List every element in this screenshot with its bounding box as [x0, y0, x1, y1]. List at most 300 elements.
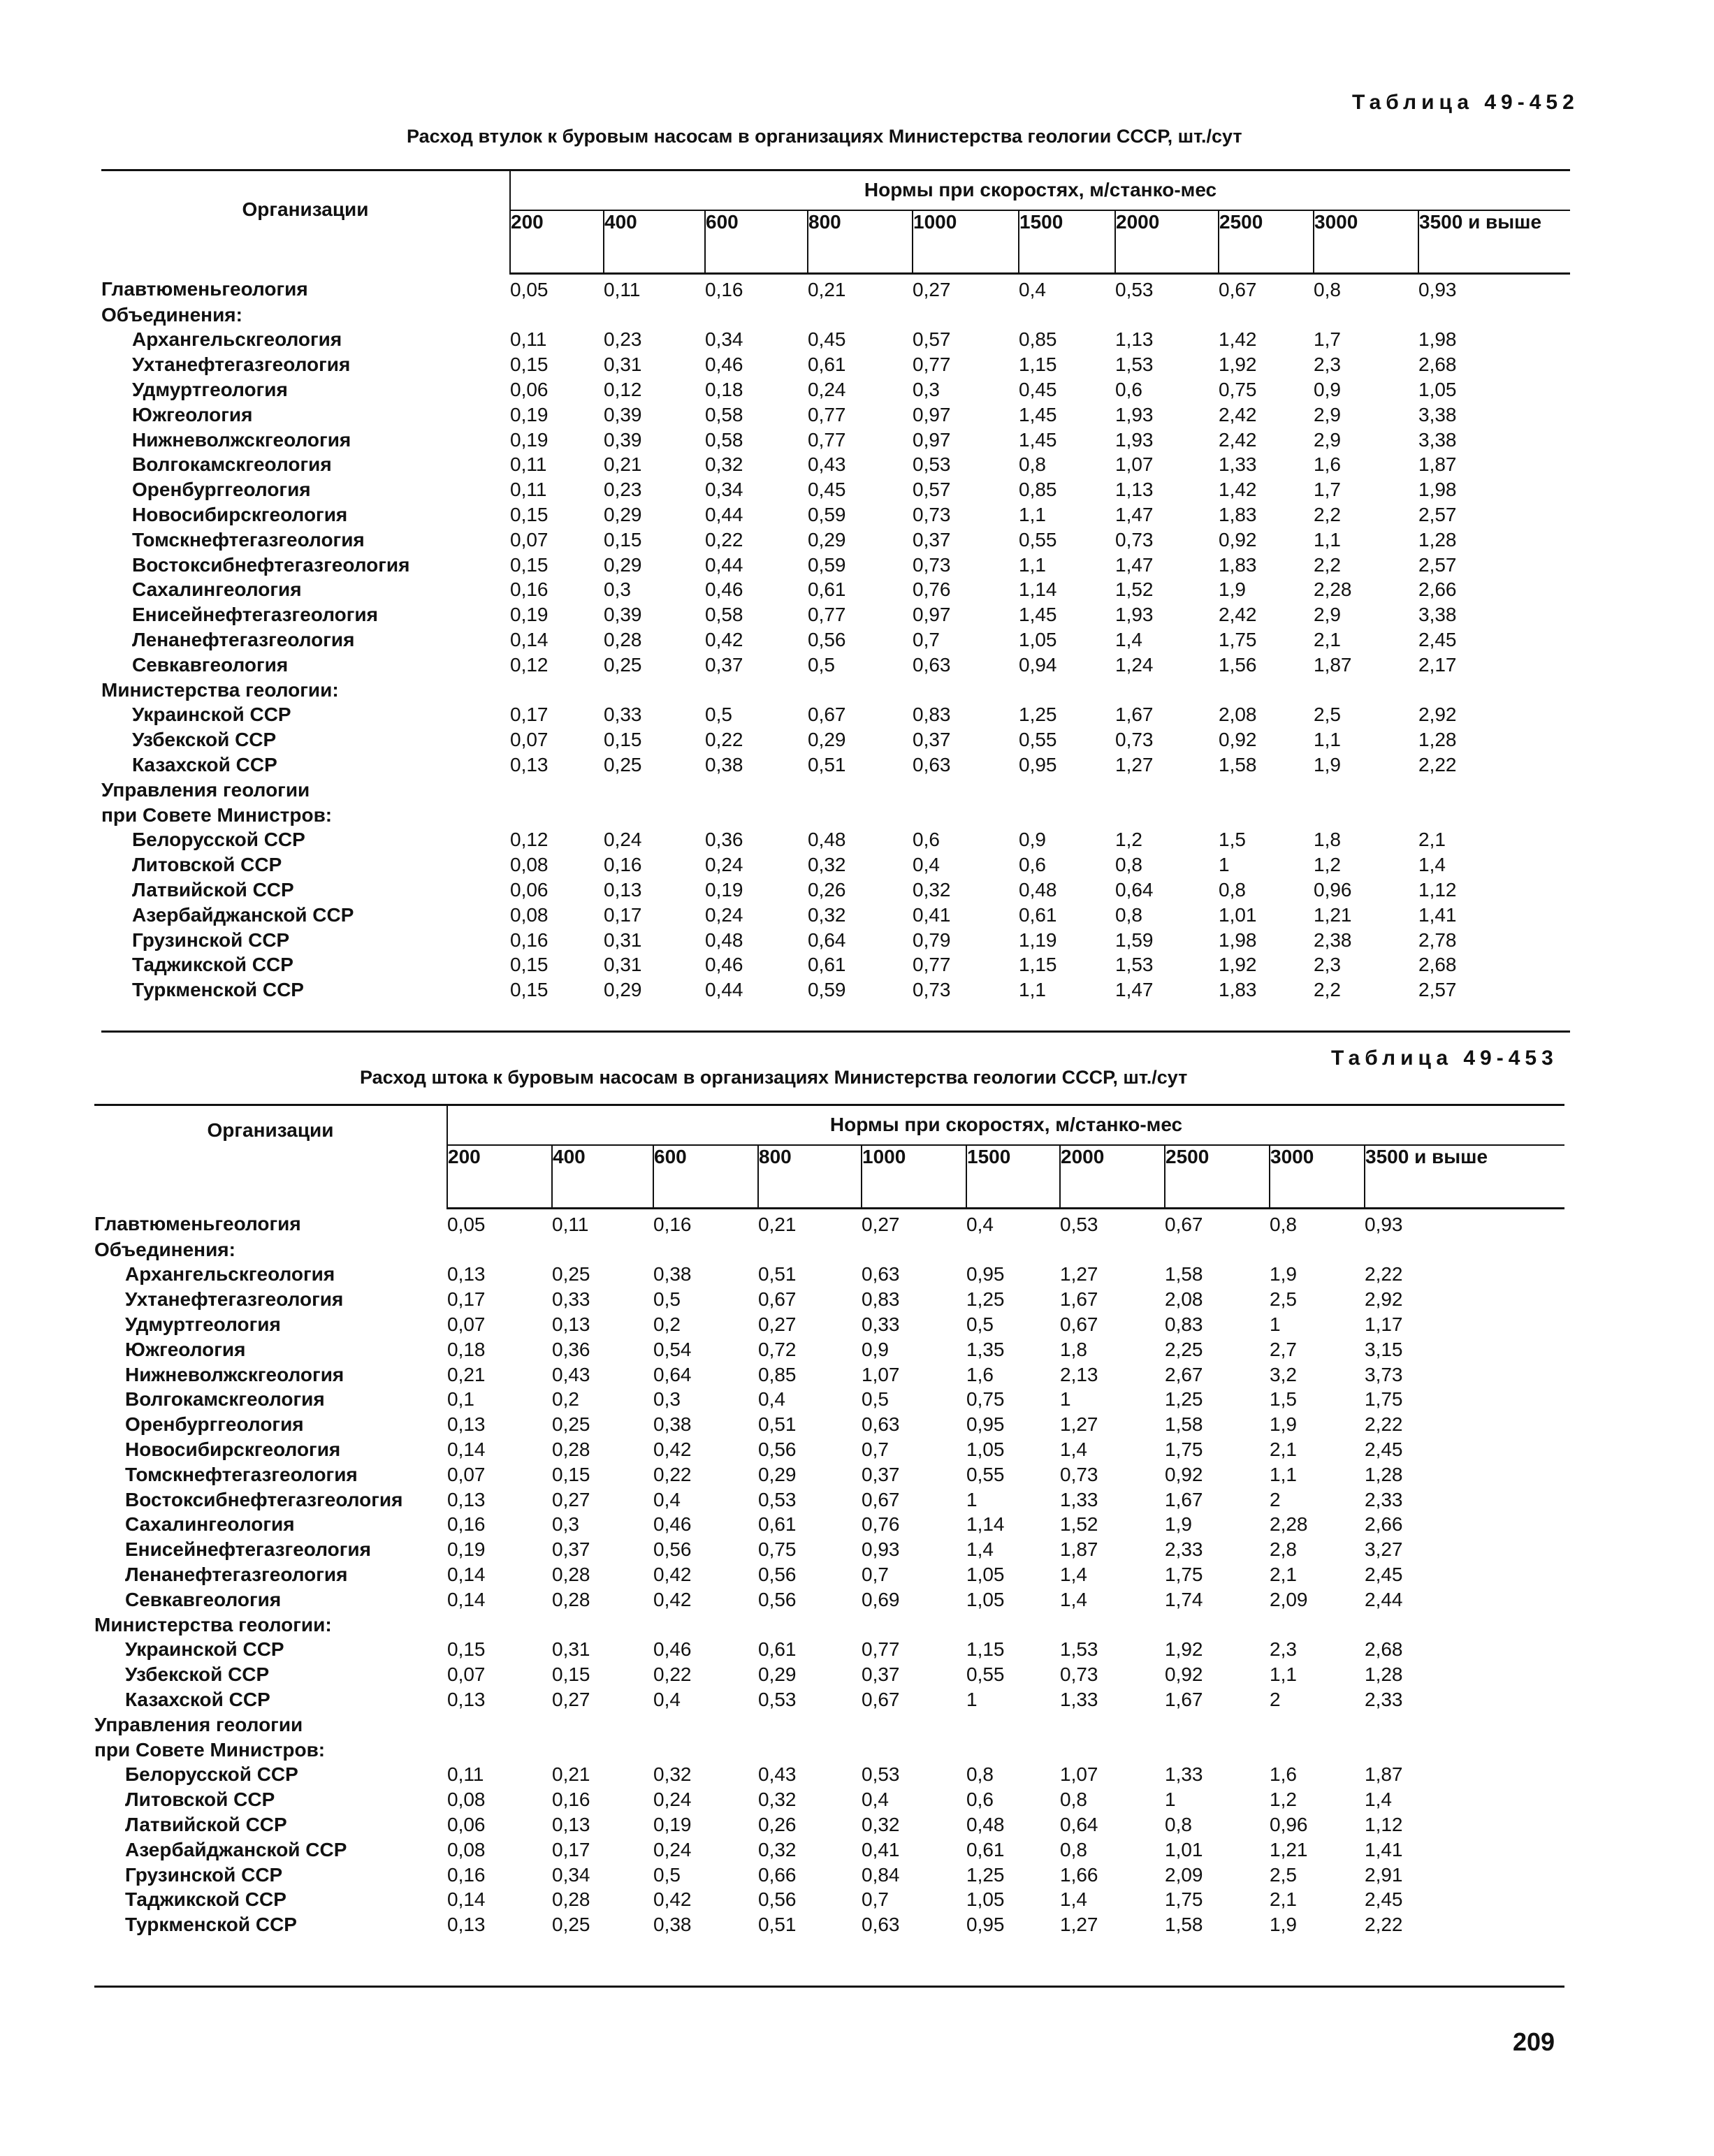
table2-body	[94, 1209, 1564, 1938]
norm-value: 0,94	[1019, 653, 1057, 676]
norm-value: 0,25	[552, 1914, 590, 1936]
norm-value: 1	[1060, 1388, 1071, 1411]
norm-value: 1,33	[1060, 1689, 1098, 1711]
norm-value: 1,58	[1165, 1914, 1203, 1936]
norm-value: 2,9	[1314, 604, 1341, 626]
norm-value: 0,19	[653, 1814, 692, 1836]
norm-value: 0,85	[1019, 479, 1057, 501]
norm-value: 1,56	[1219, 653, 1257, 676]
organization-name: Удмуртгеология	[132, 379, 288, 401]
norm-value: 1,8	[1314, 829, 1341, 851]
norm-value: 0,93	[1365, 1213, 1403, 1235]
norm-value: 0,07	[447, 1313, 486, 1336]
norm-value: 0,31	[604, 354, 642, 376]
norm-value: 2,66	[1418, 578, 1457, 601]
norm-value: 0,45	[808, 479, 846, 501]
norm-value: 0,5	[862, 1388, 889, 1411]
norm-value: 0,13	[552, 1814, 590, 1836]
norm-value	[1115, 678, 1219, 703]
norm-value: 0,96	[1270, 1814, 1308, 1836]
speed-header: 1500	[966, 1145, 1060, 1209]
table-row	[94, 1687, 1564, 1712]
table-row	[101, 928, 1570, 953]
table1-body	[101, 274, 1570, 1003]
norm-value: 0,56	[653, 1538, 692, 1561]
norm-value	[1270, 1712, 1365, 1738]
norm-value: 1,2	[1314, 854, 1341, 876]
organization-name: Волгокамскгеология	[125, 1388, 325, 1411]
norm-value: 2,5	[1270, 1863, 1297, 1886]
norm-value	[447, 1712, 552, 1738]
norm-value: 1,87	[1060, 1538, 1098, 1561]
table-row	[94, 1362, 1564, 1387]
norm-value: 0,16	[447, 1863, 486, 1886]
norm-value: 0,93	[1418, 278, 1457, 300]
norm-value: 0,55	[966, 1463, 1005, 1485]
norm-value: 0,17	[447, 1288, 486, 1311]
norm-value: 1,41	[1365, 1838, 1403, 1860]
norm-value: 0,36	[705, 829, 743, 851]
norm-value: 1,87	[1314, 653, 1352, 676]
norm-value: 0,66	[758, 1863, 797, 1886]
norm-value: 1	[1165, 1789, 1176, 1811]
table-row	[94, 1763, 1564, 1788]
norm-value: 2,9	[1314, 428, 1341, 451]
table-row	[94, 1863, 1564, 1888]
norm-value: 2,08	[1165, 1288, 1203, 1311]
norm-value: 0,51	[808, 754, 846, 776]
organization-name: Сахалингеология	[125, 1513, 295, 1536]
table-row	[94, 1412, 1564, 1437]
norm-value: 0,32	[808, 854, 846, 876]
norm-value: 0,28	[552, 1564, 590, 1586]
norm-value	[552, 1738, 653, 1763]
norm-value: 2	[1270, 1488, 1281, 1510]
norm-value: 1,59	[1115, 928, 1154, 951]
organization-name: Севкавгеология	[132, 653, 289, 676]
norm-value: 0,59	[808, 979, 846, 1001]
norm-value: 0,07	[447, 1463, 486, 1485]
norm-value: 0,19	[447, 1538, 486, 1561]
table-row	[101, 852, 1570, 877]
norm-value: 0,8	[1060, 1789, 1087, 1811]
norm-value: 0,33	[604, 704, 642, 726]
norm-value: 0,6	[913, 829, 940, 851]
norm-value: 0,32	[758, 1838, 797, 1860]
norm-value: 1,4	[1060, 1588, 1087, 1610]
table1-bottom-rule	[101, 1030, 1570, 1033]
table-row	[101, 803, 1570, 828]
norm-value: 1,47	[1115, 979, 1154, 1001]
norm-value: 0,42	[653, 1438, 692, 1461]
norm-value: 0,8	[1115, 854, 1142, 876]
norm-value: 0,19	[510, 428, 549, 451]
table-row	[101, 703, 1570, 728]
norm-value: 2,3	[1270, 1638, 1297, 1661]
norm-value: 0,15	[604, 729, 642, 751]
norm-value: 0,4	[653, 1689, 681, 1711]
norm-value: 1,14	[966, 1513, 1005, 1536]
organization-name: Южгеология	[125, 1338, 246, 1360]
norm-value: 0,28	[604, 629, 642, 651]
norm-value: 0,19	[705, 879, 743, 901]
norm-value: 2,28	[1270, 1513, 1308, 1536]
norm-value: 2,68	[1418, 954, 1457, 976]
norm-value: 3,27	[1365, 1538, 1403, 1561]
norm-value: 0,63	[913, 653, 951, 676]
norm-value: 0,05	[447, 1213, 486, 1235]
norm-value: 0,28	[552, 1438, 590, 1461]
norm-value: 0,8	[1060, 1838, 1087, 1860]
norm-value: 1,4	[1060, 1888, 1087, 1911]
norm-value: 0,44	[705, 504, 743, 526]
norm-value: 0,33	[862, 1313, 900, 1336]
norm-value: 1,25	[1165, 1388, 1203, 1411]
norm-value: 2,92	[1365, 1288, 1403, 1311]
norm-value: 0,11	[510, 479, 547, 501]
norm-value: 0,45	[808, 328, 846, 351]
norm-value: 0,29	[604, 504, 642, 526]
norm-value	[604, 303, 705, 328]
norm-value: 0,07	[510, 528, 549, 551]
table-row	[94, 1738, 1564, 1763]
norm-value	[1219, 803, 1314, 828]
norm-value: 1,7	[1314, 328, 1341, 351]
norm-value	[1418, 803, 1570, 828]
norm-value: 0,5	[966, 1313, 994, 1336]
speed-header: 400	[604, 210, 705, 274]
norm-value: 0,31	[604, 954, 642, 976]
norm-value: 0,17	[604, 903, 642, 926]
table-row	[101, 352, 1570, 377]
norm-value: 0,42	[653, 1888, 692, 1911]
organization-name: Узбекской ССР	[132, 729, 277, 751]
norm-value: 0,4	[862, 1789, 889, 1811]
norm-value: 0,22	[653, 1463, 692, 1485]
norm-value: 1	[1219, 854, 1230, 876]
norm-value	[705, 778, 808, 803]
norm-value: 1,75	[1165, 1438, 1203, 1461]
norm-value: 0,73	[913, 553, 951, 576]
organization-name: при Совете Министров:	[101, 803, 333, 826]
table-row	[101, 828, 1570, 853]
norm-value	[913, 803, 1019, 828]
norm-value: 1,05	[1019, 629, 1057, 651]
norm-value: 0,22	[705, 528, 743, 551]
norm-value: 2,2	[1314, 504, 1341, 526]
norm-value: 0,08	[510, 854, 549, 876]
norm-value: 1,75	[1219, 629, 1257, 651]
norm-value: 0,3	[604, 578, 631, 601]
organization-name: Министерства геологии:	[101, 678, 339, 701]
norm-value: 1,45	[1019, 604, 1057, 626]
norm-value: 1,27	[1060, 1413, 1098, 1436]
table-row	[101, 428, 1570, 453]
norm-value: 1,1	[1019, 504, 1046, 526]
norm-value: 3,38	[1418, 604, 1457, 626]
table-row	[94, 1262, 1564, 1288]
norm-value: 1,93	[1115, 403, 1154, 425]
norm-value: 1,28	[1418, 528, 1457, 551]
norm-value	[705, 303, 808, 328]
norm-value: 0,95	[1019, 754, 1057, 776]
norm-value: 0,48	[966, 1814, 1005, 1836]
norm-value: 0,37	[552, 1538, 590, 1561]
organization-name: Ленанефтегазгеология	[132, 629, 355, 651]
norm-value	[913, 778, 1019, 803]
norm-value: 0,93	[862, 1538, 900, 1561]
organization-name: Управления геологии	[101, 778, 310, 801]
organization-name: Новосибирскгеология	[132, 504, 348, 526]
norm-value: 0,67	[862, 1689, 900, 1711]
organization-name: Ухтанефтегазгеология	[125, 1288, 344, 1311]
norm-value: 0,4	[1019, 278, 1046, 300]
norm-value: 0,13	[447, 1413, 486, 1436]
norm-value: 0,06	[510, 379, 549, 401]
norm-value: 0,26	[808, 879, 846, 901]
norm-value: 0,06	[510, 879, 549, 901]
norm-value: 0,31	[552, 1638, 590, 1661]
norm-value: 0,25	[604, 653, 642, 676]
speed-header: 800	[758, 1145, 862, 1209]
norm-value: 1,5	[1270, 1388, 1297, 1411]
norm-value	[1314, 803, 1418, 828]
norm-value: 0,14	[447, 1564, 486, 1586]
norm-value: 2,67	[1165, 1363, 1203, 1385]
norm-value: 0,16	[510, 578, 549, 601]
norm-value: 0,29	[604, 553, 642, 576]
norm-value: 0,56	[758, 1564, 797, 1586]
norm-value: 0,67	[758, 1288, 797, 1311]
norm-value: 0,6	[966, 1789, 994, 1811]
organization-name: Узбекской ССР	[125, 1663, 270, 1686]
organization-name: Казахской ССР	[125, 1689, 270, 1711]
table-row	[101, 602, 1570, 627]
norm-value: 0,72	[758, 1338, 797, 1360]
norm-value: 0,7	[862, 1564, 889, 1586]
norm-value: 0,32	[808, 903, 846, 926]
norm-value: 1,42	[1219, 479, 1257, 501]
norm-value: 0,59	[808, 553, 846, 576]
table-row	[101, 903, 1570, 928]
speed-header: 600	[705, 210, 808, 274]
norm-value: 0,14	[447, 1588, 486, 1610]
norm-value: 1,1	[1270, 1663, 1297, 1686]
speed-header: 800	[808, 210, 913, 274]
norm-value: 0,19	[510, 604, 549, 626]
norm-value: 0,8	[1019, 453, 1046, 476]
norm-value: 0,42	[653, 1588, 692, 1610]
norm-value: 0,32	[862, 1814, 900, 1836]
organization-name: Белорусской ССР	[132, 829, 305, 851]
norm-value: 0,59	[808, 504, 846, 526]
norm-value: 1,7	[1314, 479, 1341, 501]
organization-name: Востоксибнефтегазгеология	[132, 553, 410, 576]
norm-value: 2,42	[1219, 403, 1257, 425]
norm-value: 0,51	[758, 1914, 797, 1936]
norm-value: 0,55	[1019, 729, 1057, 751]
norm-value: 0,77	[808, 403, 846, 425]
norm-value	[1219, 303, 1314, 328]
norm-value: 1,47	[1115, 504, 1154, 526]
norm-value: 0,11	[447, 1763, 484, 1786]
norm-value: 0,24	[705, 854, 743, 876]
norm-value: 1,13	[1115, 328, 1154, 351]
norm-value: 0,97	[913, 403, 951, 425]
norm-value: 1,9	[1270, 1263, 1297, 1285]
norm-value: 1,8	[1060, 1338, 1087, 1360]
norm-value: 0,15	[510, 954, 549, 976]
norm-value: 0,7	[862, 1438, 889, 1461]
norm-value: 1,67	[1060, 1288, 1098, 1311]
organization-name: Оренбурггеология	[125, 1413, 304, 1436]
norm-value: 0,61	[966, 1838, 1005, 1860]
norm-value: 1,33	[1060, 1488, 1098, 1510]
norm-value: 0,53	[758, 1689, 797, 1711]
norm-value: 0,34	[705, 328, 743, 351]
norm-value: 1,41	[1418, 903, 1457, 926]
organization-name: Латвийской ССР	[125, 1814, 287, 1836]
norm-value: 0,77	[913, 354, 951, 376]
norm-value: 0,17	[510, 704, 549, 726]
norm-value	[1314, 678, 1418, 703]
organization-name: Таджикской ССР	[132, 954, 293, 976]
norm-value: 1,45	[1019, 428, 1057, 451]
norm-value: 1,15	[1019, 954, 1057, 976]
speed-header: 1000	[913, 210, 1019, 274]
norm-value: 0,48	[808, 829, 846, 851]
norm-value: 0,67	[808, 704, 846, 726]
table-row	[94, 1638, 1564, 1663]
norm-value: 0,7	[862, 1888, 889, 1911]
norm-value: 1,4	[1060, 1438, 1087, 1461]
norm-value: 0,23	[604, 328, 642, 351]
norm-value: 1,27	[1060, 1263, 1098, 1285]
norm-value: 0,16	[552, 1789, 590, 1811]
norm-value: 0,57	[913, 479, 951, 501]
norm-value: 0,63	[862, 1413, 900, 1436]
norm-value: 1,98	[1418, 328, 1457, 351]
norm-value	[1314, 778, 1418, 803]
norm-value: 1,1	[1019, 553, 1046, 576]
table1	[101, 170, 1570, 1003]
norm-value	[758, 1712, 862, 1738]
norm-value: 3,38	[1418, 428, 1457, 451]
norm-value: 0,3	[653, 1388, 681, 1411]
norm-value: 0,95	[966, 1413, 1005, 1436]
organization-name: Белорусской ССР	[125, 1763, 298, 1786]
organization-name: Архангельскгеология	[132, 328, 342, 351]
norm-value: 3,15	[1365, 1338, 1403, 1360]
norm-value: 0,95	[966, 1914, 1005, 1936]
norm-value: 1,53	[1115, 954, 1154, 976]
norm-value: 1,2	[1115, 829, 1142, 851]
norm-value	[653, 1738, 758, 1763]
norm-value: 0,34	[552, 1863, 590, 1886]
table-row	[101, 678, 1570, 703]
organization-name: Ухтанефтегазгеология	[132, 354, 351, 376]
norm-value: 1,83	[1219, 504, 1257, 526]
organization-name: Туркменской ССР	[132, 979, 304, 1001]
norm-value: 1,92	[1219, 954, 1257, 976]
organization-name: при Совете Министров:	[94, 1738, 326, 1761]
norm-value: 0,48	[705, 928, 743, 951]
norm-value: 0,24	[808, 379, 846, 401]
norm-value: 0,77	[913, 954, 951, 976]
norm-value	[1418, 778, 1570, 803]
norm-value: 1,87	[1418, 453, 1457, 476]
organization-name: Архангельскгеология	[125, 1263, 335, 1285]
norm-value: 1,53	[1115, 354, 1154, 376]
norm-value: 0,58	[705, 428, 743, 451]
norm-value: 0,57	[913, 328, 951, 351]
organization-name: Енисейнефтегазгеология	[125, 1538, 371, 1561]
norm-value: 1,4	[1365, 1789, 1392, 1811]
norm-value: 0,2	[653, 1313, 681, 1336]
organization-name: Главтюменьгеология	[94, 1213, 301, 1235]
norm-value: 0,5	[705, 704, 732, 726]
norm-value	[1365, 1712, 1564, 1738]
speed-header: 2000	[1115, 210, 1219, 274]
norm-value: 0,9	[1019, 829, 1046, 851]
norm-value: 2,1	[1314, 629, 1341, 651]
norm-value: 2,1	[1270, 1564, 1297, 1586]
norm-value: 0,41	[913, 903, 951, 926]
speed-header: 3000	[1314, 210, 1418, 274]
organization-name: Томскнефтегазгеология	[132, 528, 365, 551]
norm-value	[1418, 303, 1570, 328]
norm-value: 1,17	[1365, 1313, 1403, 1336]
norm-value: 2,5	[1314, 704, 1341, 726]
norm-value: 0,15	[510, 979, 549, 1001]
norm-value: 0,44	[705, 553, 743, 576]
norm-value: 0,42	[653, 1564, 692, 1586]
norm-value: 2,1	[1418, 829, 1446, 851]
norm-value: 0,53	[862, 1763, 900, 1786]
norm-value: 0,9	[1314, 379, 1341, 401]
norm-value: 0,56	[758, 1888, 797, 1911]
norm-value: 1,07	[1115, 453, 1154, 476]
norm-value: 1,14	[1019, 578, 1057, 601]
norm-value: 0,77	[808, 604, 846, 626]
norm-value: 1,92	[1165, 1638, 1203, 1661]
speed-header: 1000	[862, 1145, 966, 1209]
speed-header: 600	[653, 1145, 758, 1209]
norm-value: 1,83	[1219, 979, 1257, 1001]
norm-value	[913, 303, 1019, 328]
norm-value: 0,08	[510, 903, 549, 926]
table-row	[94, 1888, 1564, 1913]
norm-value: 1,28	[1365, 1463, 1403, 1485]
norm-value: 0,53	[1115, 278, 1154, 300]
norm-value	[1115, 778, 1219, 803]
table-row	[94, 1912, 1564, 1937]
norm-value: 0,95	[966, 1263, 1005, 1285]
norm-value	[1270, 1237, 1365, 1262]
norm-value: 0,21	[758, 1213, 797, 1235]
norm-value: 0,32	[705, 453, 743, 476]
norm-value: 0,46	[705, 578, 743, 601]
norm-value: 0,18	[447, 1338, 486, 1360]
norm-value: 1,1	[1314, 729, 1341, 751]
norm-value: 1,53	[1060, 1638, 1098, 1661]
norm-value: 0,83	[1165, 1313, 1203, 1336]
norm-value: 0,11	[510, 328, 547, 351]
organization-name: Севкавгеология	[125, 1588, 282, 1610]
norm-value: 0,32	[758, 1789, 797, 1811]
norm-value: 1,15	[966, 1638, 1005, 1661]
norm-value: 1,93	[1115, 604, 1154, 626]
